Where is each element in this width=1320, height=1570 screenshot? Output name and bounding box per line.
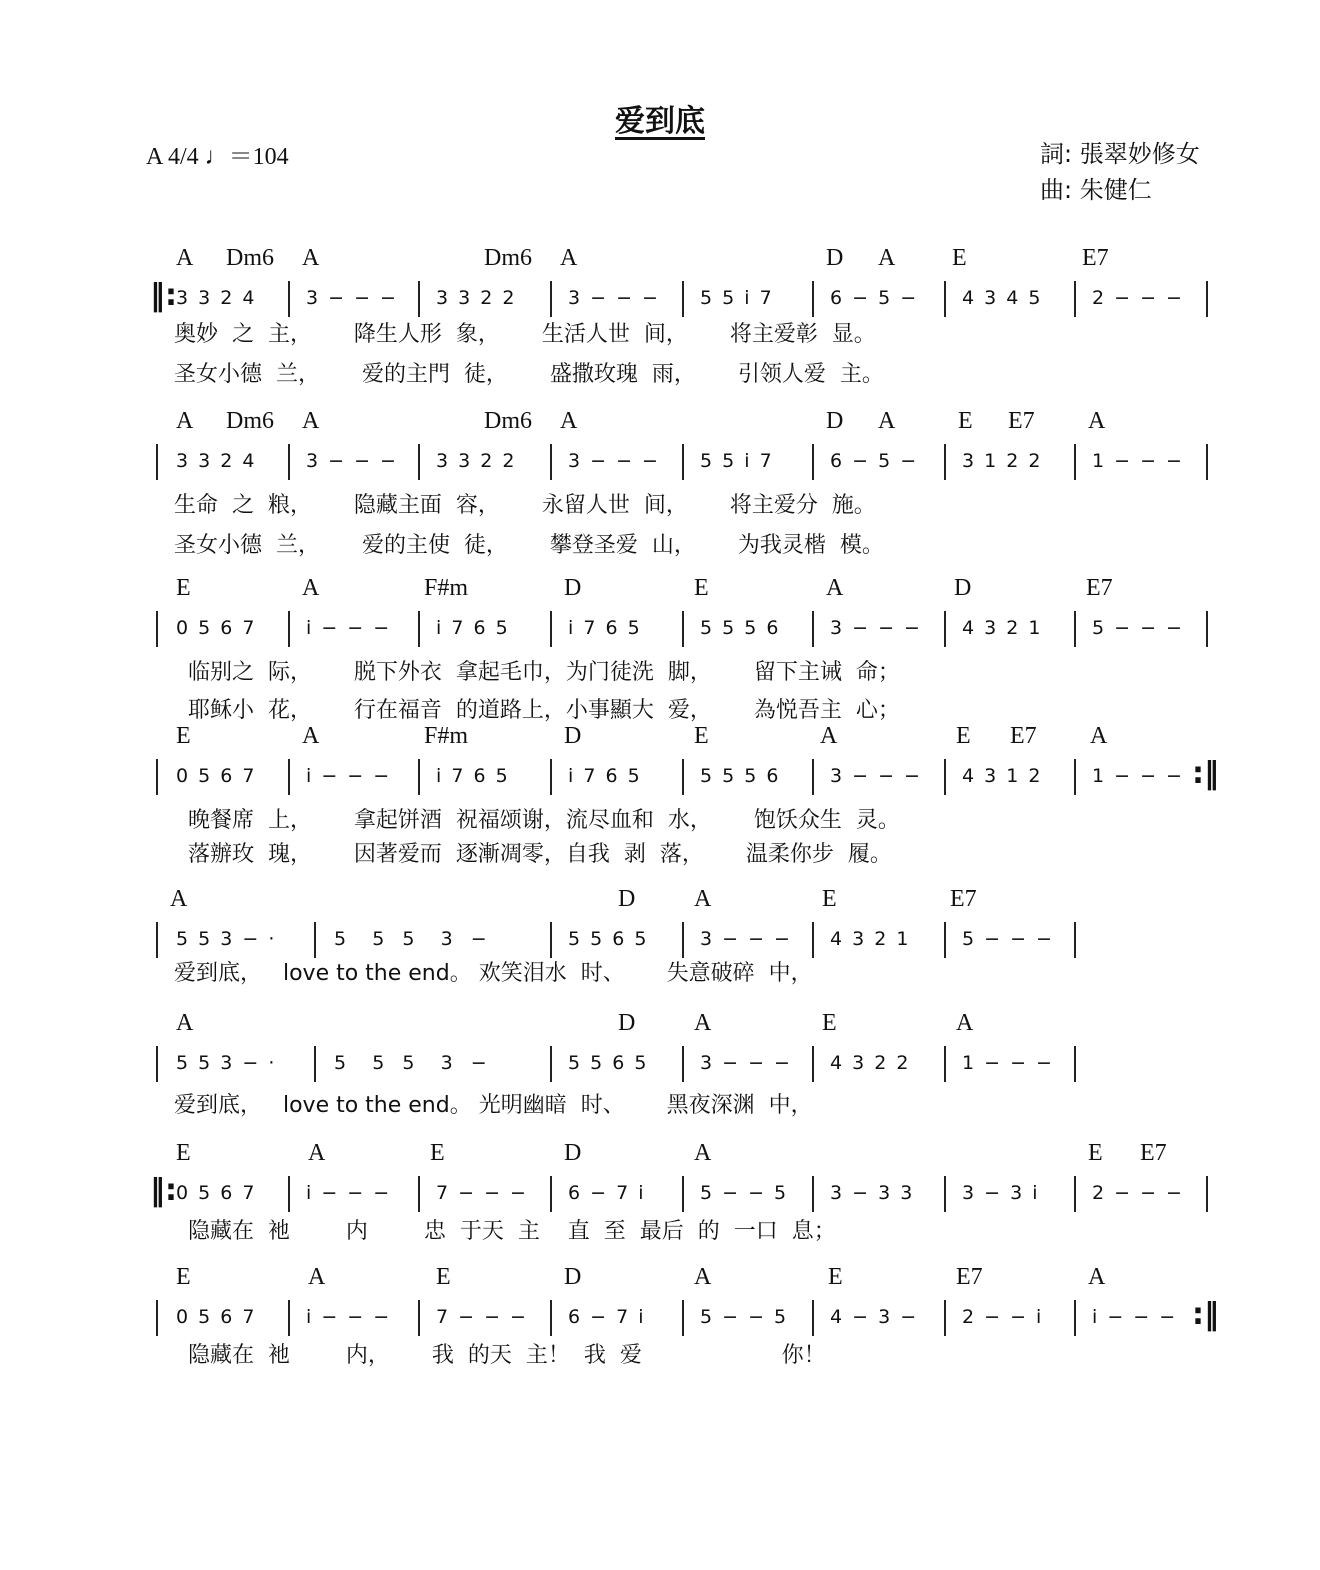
notes-measure: 5 5 3 − · [176,1052,277,1074]
score-system-2 [0,408,1320,558]
notes-measure: 0 5 6 7 [176,1306,257,1328]
notes-measure: i 7 6 5 [568,617,642,639]
chord: A [694,886,712,912]
notes-measure: 3 − 3 3 [830,1182,915,1204]
barline [812,444,814,480]
barline [418,611,420,647]
chord: Dm6 [484,245,532,271]
notes-measure: 5 5 5 3 − [334,928,489,950]
lyrics-verse-1: 奥妙 之 主， 降生人形 象， 生活人世 间， 将主爱彰 显。 [174,322,876,347]
chord: D [618,886,636,912]
notes-measure: 0 5 6 7 [176,1182,257,1204]
barline [418,1300,420,1336]
barline [288,1300,290,1336]
barline [1074,922,1076,958]
notes-measure: i 7 6 5 [436,765,510,787]
chord: D [564,723,582,749]
notes-measure: 3 1 2 2 [962,450,1043,472]
lyrics-chorus: 爱到底， love to the end。 欢笑泪水 时、 失意破碎 中， [174,961,813,986]
notes-measure: i − − − [306,765,392,787]
barline [812,1176,814,1212]
chord: D [564,575,582,601]
notes-measure: 5 5 5 6 [700,765,781,787]
notes-measure: 3 3 2 4 [176,450,257,472]
barline [812,1046,814,1082]
barline [812,922,814,958]
score-system-3 [0,575,1320,725]
notes-measure: i − − − [1092,1306,1178,1328]
barline [550,281,552,317]
barline [550,444,552,480]
barline [1074,611,1076,647]
chord: A [302,245,320,271]
notes-measure: 5 5 3 − · [176,928,277,950]
notes-measure: 3 − − − [568,287,660,309]
chord: A [826,575,844,601]
score-system-6 [0,1010,1320,1160]
song-title: 爱到底 [615,104,705,139]
chord: E [694,575,709,601]
notes-measure: 5 5 i 7 [700,287,774,309]
notes-measure: 5 5 6 5 [568,928,649,950]
barline [550,1176,552,1212]
barline [1074,281,1076,317]
notes-measure: 3 − − − [700,928,792,950]
lyrics-verse-2: 圣女小德 兰， 爱的主門 徒， 盛撒玫瑰 雨， 引领人爱 主。 [174,362,884,387]
lyrics-chorus: 爱到底， love to the end。 光明幽暗 时、 黑夜深渊 中， [174,1093,813,1118]
barline [682,759,684,795]
lyrics-verse-1: 隐藏在 衪 内， 我 的天 主！ 我 爱 你！ [174,1343,826,1368]
barline [1074,1300,1076,1336]
chord: A [170,886,188,912]
notes-measure: i 7 6 5 [568,765,642,787]
chord: D [954,575,972,601]
notes-measure: 5 − − 5 [700,1306,789,1328]
chord: E [956,723,971,749]
chord: D [826,245,844,271]
lyrics-verse-2: 耶稣小 花， 行在福音 的道路上，小事顯大 爱， 為悦吾主 心； [174,698,900,723]
chord: A [302,575,320,601]
barline [550,922,552,958]
notes-measure: 1 − − − [1092,450,1184,472]
notes-measure: 4 3 4 5 [962,287,1043,309]
chord: E [1088,1140,1103,1166]
barline [550,759,552,795]
barline [944,759,946,795]
barline [1206,611,1208,647]
chord: E [958,408,973,434]
chord: D [564,1140,582,1166]
barline [156,611,158,647]
barline [812,611,814,647]
chord: A [956,1010,974,1036]
notes-measure: 3 − − − [568,450,660,472]
notes-measure: 2 − − − [1092,1182,1184,1204]
chord: E [822,1010,837,1036]
repeat-start-sign: ‖: [150,278,177,313]
chord: A [820,723,838,749]
barline [288,281,290,317]
notes-measure: i 7 6 5 [436,617,510,639]
notes-measure: 3 − − − [306,287,398,309]
chord: D [564,1264,582,1290]
barline [418,444,420,480]
chord: A [302,723,320,749]
barline [156,1046,158,1082]
chord: E [952,245,967,271]
chord: Dm6 [226,245,274,271]
chord: A [176,245,194,271]
chord: A [560,245,578,271]
notes-measure: 0 5 6 7 [176,617,257,639]
barline [288,611,290,647]
chord: E [828,1264,843,1290]
notes-measure: 4 3 1 2 [962,765,1043,787]
repeat-start-sign: ‖: [150,1173,177,1208]
notes-measure: 5 5 5 6 [700,617,781,639]
chord: A [176,408,194,434]
chord: E7 [950,886,977,912]
credits [1040,136,1200,208]
notes-measure: 0 5 6 7 [176,765,257,787]
notes-measure: i − − − [306,1182,392,1204]
notes-measure: 3 − − − [830,765,922,787]
barline [682,1176,684,1212]
notes-measure: 5 5 6 5 [568,1052,649,1074]
lyrics-verse-2: 圣女小德 兰， 爱的主使 徒， 攀登圣爱 山， 为我灵楷 模。 [174,533,884,558]
barline [944,1300,946,1336]
chord: A [308,1140,326,1166]
chord: A [878,408,896,434]
barline [418,1176,420,1212]
chord: E7 [1010,723,1037,749]
notes-measure: 3 − − − [306,450,398,472]
barline [550,1300,552,1336]
chord: A [1088,1264,1106,1290]
barline [812,759,814,795]
barline [314,1046,316,1082]
barline [682,611,684,647]
notes-measure: 1 − − − [962,1052,1054,1074]
barline [944,922,946,958]
barline [812,281,814,317]
barline [944,281,946,317]
notes-measure: 5 5 i 7 [700,450,774,472]
chord: A [694,1264,712,1290]
lyrics-verse-2: 落辦玫 瑰， 因著爱而 逐漸凋零，自我 剥 落， 温柔你步 履。 [174,842,892,867]
notes-measure: 4 3 2 2 [830,1052,911,1074]
chord: F#m [424,575,469,601]
notes-measure: 2 − − i [962,1306,1044,1328]
notes-measure: 6 − 7 i [568,1182,646,1204]
barline [944,1046,946,1082]
barline [314,922,316,958]
barline [1074,1176,1076,1212]
barline [550,611,552,647]
chord: E7 [1082,245,1109,271]
notes-measure: i − − − [306,1306,392,1328]
lyrics-verse-1: 隐藏在 衪 内 忠 于天 主 直 至 最后 的 一口 息； [174,1219,836,1244]
lyrics-verse-1: 临别之 际， 脱下外衣 拿起毛巾，为门徒洗 脚， 留下主诫 命； [174,660,900,685]
barline [944,1176,946,1212]
barline [418,759,420,795]
barline [550,1046,552,1082]
barline [1074,759,1076,795]
notes-measure: 6 − 5 − [830,287,919,309]
lyricist: 詞: 張翠妙修女 [1040,140,1200,168]
key-time-tempo: A 4/4 ♩＝104 [146,144,289,170]
notes-measure: 4 − 3 − [830,1306,919,1328]
notes-measure: 5 − − − [1092,617,1184,639]
chord: E [176,1264,191,1290]
chord: A [694,1010,712,1036]
barline [288,759,290,795]
lyrics-verse-1: 生命 之 粮， 隐藏主面 容， 永留人世 间， 将主爱分 施。 [174,493,876,518]
score-system-4 [0,723,1320,873]
barline [944,444,946,480]
chord: E [694,723,709,749]
barline [156,759,158,795]
chord: E [822,886,837,912]
chord: D [826,408,844,434]
chord: E [436,1264,451,1290]
notes-measure: 7 − − − [436,1182,528,1204]
barline [682,281,684,317]
chord: E7 [1008,408,1035,434]
repeat-end-sign: :‖ [1192,756,1219,791]
notes-measure: 4 3 2 1 [962,617,1043,639]
notes-measure: 5 5 5 3 − [334,1052,489,1074]
notes-measure: 3 − − − [830,617,922,639]
barline [944,611,946,647]
chord: E7 [1140,1140,1167,1166]
chord: A [1088,408,1106,434]
barline [156,922,158,958]
notes-measure: 3 − 3 i [962,1182,1040,1204]
chord: A [308,1264,326,1290]
notes-measure: 7 − − − [436,1306,528,1328]
barline [1206,1176,1208,1212]
chord: A [694,1140,712,1166]
chord: A [560,408,578,434]
notes-measure: i − − − [306,617,392,639]
notes-measure: 3 3 2 2 [436,287,517,309]
lyrics-verse-1: 晚餐席 上， 拿起饼酒 祝福颂谢，流尽血和 水， 饱饫众生 灵。 [174,808,900,833]
barline [1206,444,1208,480]
chord: E [176,1140,191,1166]
chord: E7 [956,1264,983,1290]
chord: D [618,1010,636,1036]
notes-measure: 4 3 2 1 [830,928,911,950]
notes-measure: 6 − 7 i [568,1306,646,1328]
chord: Dm6 [226,408,274,434]
notes-measure: 1 − − − [1092,765,1184,787]
chord: A [1090,723,1108,749]
score-system-8 [0,1264,1320,1414]
chord: E [176,723,191,749]
chord: A [302,408,320,434]
barline [682,1046,684,1082]
composer: 曲: 朱健仁 [1040,176,1152,204]
barline [288,444,290,480]
notes-measure: 5 − − 5 [700,1182,789,1204]
chord: F#m [424,723,469,749]
chord: A [878,245,896,271]
barline [156,444,158,480]
barline [682,1300,684,1336]
barline [418,281,420,317]
chord: Dm6 [484,408,532,434]
repeat-end-sign: :‖ [1192,1297,1219,1332]
barline [812,1300,814,1336]
chord: E [430,1140,445,1166]
chord: E7 [1086,575,1113,601]
barline [682,922,684,958]
notes-measure: 3 3 2 2 [436,450,517,472]
notes-measure: 5 − − − [962,928,1054,950]
score-system-1 [0,245,1320,395]
barline [682,444,684,480]
barline [156,1300,158,1336]
notes-measure: 3 − − − [700,1052,792,1074]
barline [1074,444,1076,480]
notes-measure: 2 − − − [1092,287,1184,309]
barline [288,1176,290,1212]
barline [1074,1046,1076,1082]
notes-measure: 3 3 2 4 [176,287,257,309]
chord: E [176,575,191,601]
barline [1206,281,1208,317]
chord: A [176,1010,194,1036]
notes-measure: 6 − 5 − [830,450,919,472]
